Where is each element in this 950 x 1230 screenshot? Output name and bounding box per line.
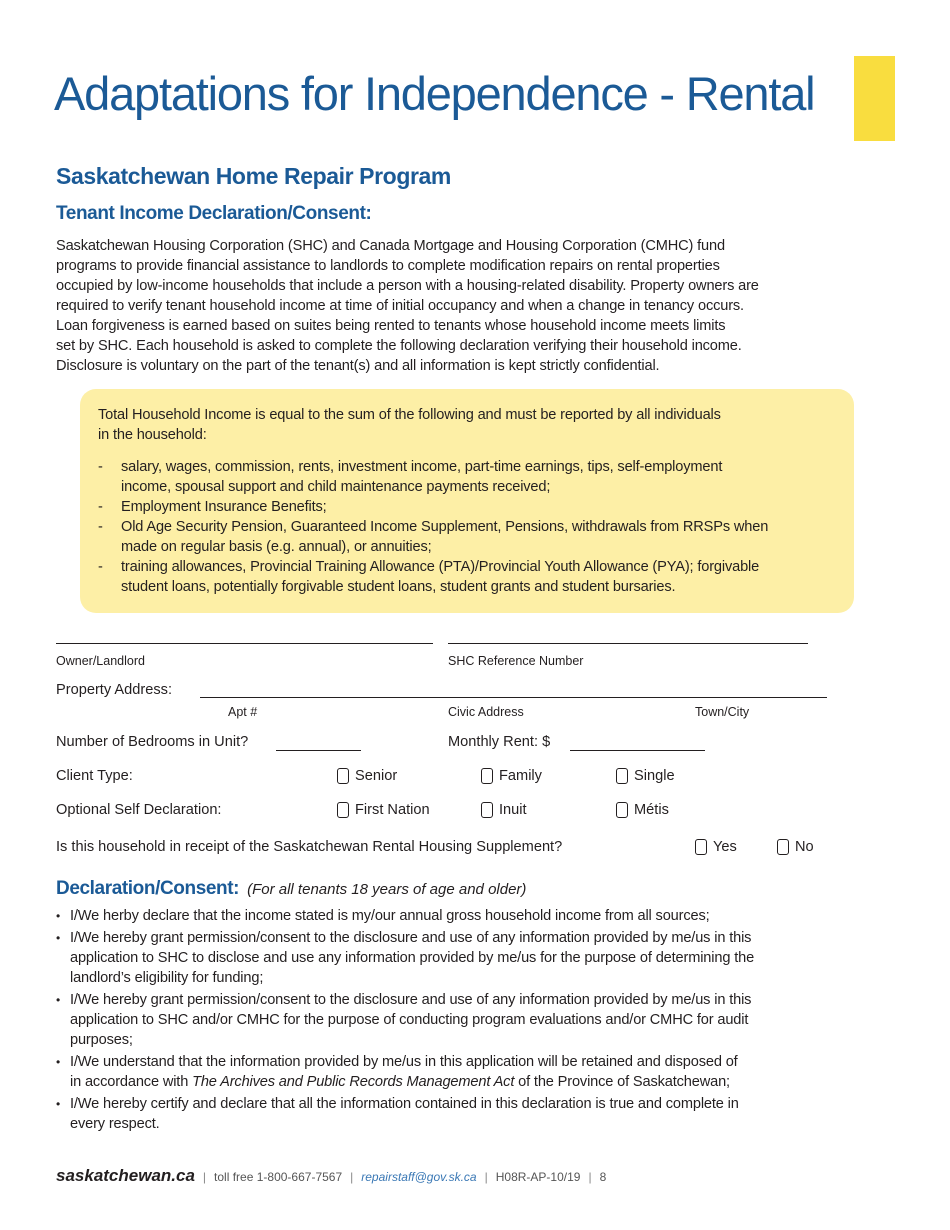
bullet-line: purposes; xyxy=(70,1032,133,1048)
intro-paragraph xyxy=(56,236,759,376)
self-declaration-label: Optional Self Declaration: xyxy=(56,802,222,818)
page-title: Adaptations for Independence - Rental xyxy=(54,67,815,120)
checkbox-label: First Nation xyxy=(355,802,430,818)
checkbox-label: Family xyxy=(499,768,542,784)
income-item xyxy=(98,537,768,557)
income-item xyxy=(98,557,768,577)
footer xyxy=(56,1166,606,1186)
bullet-line: I/We herby declare that the income stated is my/our annual gross household income from all sources; xyxy=(70,908,710,924)
footer-form-code: H08R-AP-10/19 xyxy=(495,1170,581,1184)
income-item xyxy=(98,497,768,517)
footer-website-link[interactable]: saskatchewan.ca xyxy=(56,1166,195,1185)
bullet-line: every respect. xyxy=(70,1116,160,1132)
separator: | xyxy=(350,1170,354,1184)
footer-phone: toll free 1-800-667-7567 xyxy=(214,1170,343,1184)
checkbox-label: No xyxy=(795,839,814,855)
checkbox-metis[interactable] xyxy=(616,802,669,818)
bullet-line: I/We hereby grant permission/consent to the disclosure and use of any information provided by me/us in this xyxy=(70,992,752,1008)
intro-line: programs to provide financial assistance to landlords to complete modification repairs on rental properties xyxy=(56,258,720,274)
footer-page-number: 8 xyxy=(599,1170,607,1184)
monthly-rent-field[interactable] xyxy=(570,750,705,751)
income-item-text: made on regular basis (e.g. annual), or annuities; xyxy=(121,539,432,555)
property-address-field[interactable] xyxy=(200,697,827,698)
income-item-text: salary, wages, commission, rents, investment income, part-time earnings, tips, self-employment xyxy=(121,459,723,475)
declaration-heading xyxy=(56,878,526,900)
separator: | xyxy=(588,1170,592,1184)
bullet-line: landlord’s eligibility for funding; xyxy=(70,970,264,986)
declaration-bullet xyxy=(56,928,754,988)
monthly-rent-label: Monthly Rent: $ xyxy=(448,734,551,750)
checkbox-label: Senior xyxy=(355,768,398,784)
declaration-bullet xyxy=(56,906,754,926)
declaration-bullet xyxy=(56,1094,754,1134)
section-heading: Tenant Income Declaration/Consent: xyxy=(56,203,372,224)
income-intro-line: in the household: xyxy=(98,427,207,443)
income-item-text: training allowances, Provincial Training Allowance (PTA)/Provincial Youth Allowance (PYA); forgivable xyxy=(121,559,760,575)
client-type-label: Client Type: xyxy=(56,768,133,784)
checkbox-label: Métis xyxy=(634,802,669,818)
checkbox-senior[interactable] xyxy=(337,768,397,784)
text: in accordance with xyxy=(70,1074,193,1090)
intro-line: Loan forgiveness is earned based on suites being rented to tenants whose household income meets limits xyxy=(56,318,726,334)
declaration-bullet xyxy=(56,1052,754,1092)
income-item xyxy=(98,457,768,477)
bullet-line: application to SHC and/or CMHC for the purpose of conducting program evaluations and/or CMHC for audit xyxy=(70,1012,749,1028)
dash: - xyxy=(98,519,103,535)
bedrooms-field[interactable] xyxy=(276,750,361,751)
bedrooms-label: Number of Bedrooms in Unit? xyxy=(56,734,249,750)
text: of the Province of Saskatchewan; xyxy=(514,1074,730,1090)
act-title: The Archives and Public Records Management Act xyxy=(192,1074,515,1090)
income-item-text: income, spousal support and child maintenance payments received; xyxy=(121,479,551,495)
income-intro-line: Total Household Income is equal to the sum of the following and must be reported by all individuals xyxy=(98,407,721,423)
separator: | xyxy=(202,1170,207,1184)
income-item xyxy=(98,477,768,497)
bullet-line: I/We hereby grant permission/consent to the disclosure and use of any information provided by me/us in this xyxy=(70,930,752,946)
program-heading: Saskatchewan Home Repair Program xyxy=(56,163,451,189)
income-item xyxy=(98,577,768,597)
town-city-label: Town/City xyxy=(695,705,750,719)
checkbox-label: Yes xyxy=(713,839,737,855)
separator: | xyxy=(484,1170,488,1184)
property-address-label: Property Address: xyxy=(56,682,172,698)
income-item-text: Employment Insurance Benefits; xyxy=(121,499,327,515)
bullet-line: I/We hereby certify and declare that all the information contained in this declaration is true and complete in xyxy=(70,1096,739,1112)
checkbox-label: Inuit xyxy=(499,802,527,818)
checkbox-first-nation[interactable] xyxy=(337,802,430,818)
dash: - xyxy=(98,559,103,575)
declaration-subtitle: (For all tenants 18 years of age and older) xyxy=(247,881,527,898)
civic-address-label: Civic Address xyxy=(448,705,524,719)
checkbox-icon[interactable] xyxy=(481,768,493,784)
intro-line: set by SHC. Each household is asked to complete the following declaration verifying their household income. xyxy=(56,338,742,354)
yellow-accent-bar xyxy=(854,56,895,141)
checkbox-label: Single xyxy=(634,768,675,784)
checkbox-icon[interactable] xyxy=(337,802,349,818)
income-item-text: Old Age Security Pension, Guaranteed Income Supplement, Pensions, withdrawals from RRSPs when xyxy=(121,519,769,535)
checkbox-icon[interactable] xyxy=(337,768,349,784)
income-box-intro xyxy=(98,405,721,445)
dash: - xyxy=(98,499,103,515)
income-item-text: student loans, potentially forgivable student loans, student grants and student bursaries. xyxy=(121,579,676,595)
income-list xyxy=(98,457,768,597)
checkbox-yes[interactable] xyxy=(695,839,737,855)
intro-line: Disclosure is voluntary on the part of the tenant(s) and all information is kept strictly confidential. xyxy=(56,358,660,374)
checkbox-no[interactable] xyxy=(777,839,814,855)
declaration-list xyxy=(56,906,754,1136)
income-item xyxy=(98,517,768,537)
owner-landlord-label: Owner/Landlord xyxy=(56,654,145,668)
checkbox-inuit[interactable] xyxy=(481,802,527,818)
intro-line: Saskatchewan Housing Corporation (SHC) and Canada Mortgage and Housing Corporation (CMHC) fund xyxy=(56,238,725,254)
intro-line: occupied by low-income households that include a person with a housing-related disability. Property owners are xyxy=(56,278,759,294)
footer-email-link[interactable]: repairstaff@gov.sk.ca xyxy=(361,1170,477,1184)
declaration-bullet xyxy=(56,990,754,1050)
intro-line: required to verify tenant household income at time of initial occupancy and when a change in tenancy occurs. xyxy=(56,298,744,314)
bullet-line: application to SHC to disclose and use any information provided by me/us for the purpose of determining the xyxy=(70,950,755,966)
checkbox-icon[interactable] xyxy=(777,839,789,855)
checkbox-icon[interactable] xyxy=(695,839,707,855)
checkbox-icon[interactable] xyxy=(616,802,628,818)
checkbox-icon[interactable] xyxy=(481,802,493,818)
supplement-question: Is this household in receipt of the Saskatchewan Rental Housing Supplement? xyxy=(56,839,563,855)
dash: - xyxy=(98,459,103,475)
declaration-title: Declaration/Consent: xyxy=(56,878,240,899)
shc-reference-field[interactable] xyxy=(448,643,808,644)
checkbox-icon[interactable] xyxy=(616,768,628,784)
checkbox-single[interactable] xyxy=(616,768,675,784)
checkbox-family[interactable] xyxy=(481,768,542,784)
bullet-line: I/We understand that the information provided by me/us in this application will be retained and disposed of xyxy=(70,1054,738,1070)
owner-landlord-field[interactable] xyxy=(56,643,433,644)
shc-reference-label: SHC Reference Number xyxy=(448,654,584,668)
apt-label: Apt # xyxy=(228,705,258,719)
bullet-line xyxy=(70,1072,738,1092)
